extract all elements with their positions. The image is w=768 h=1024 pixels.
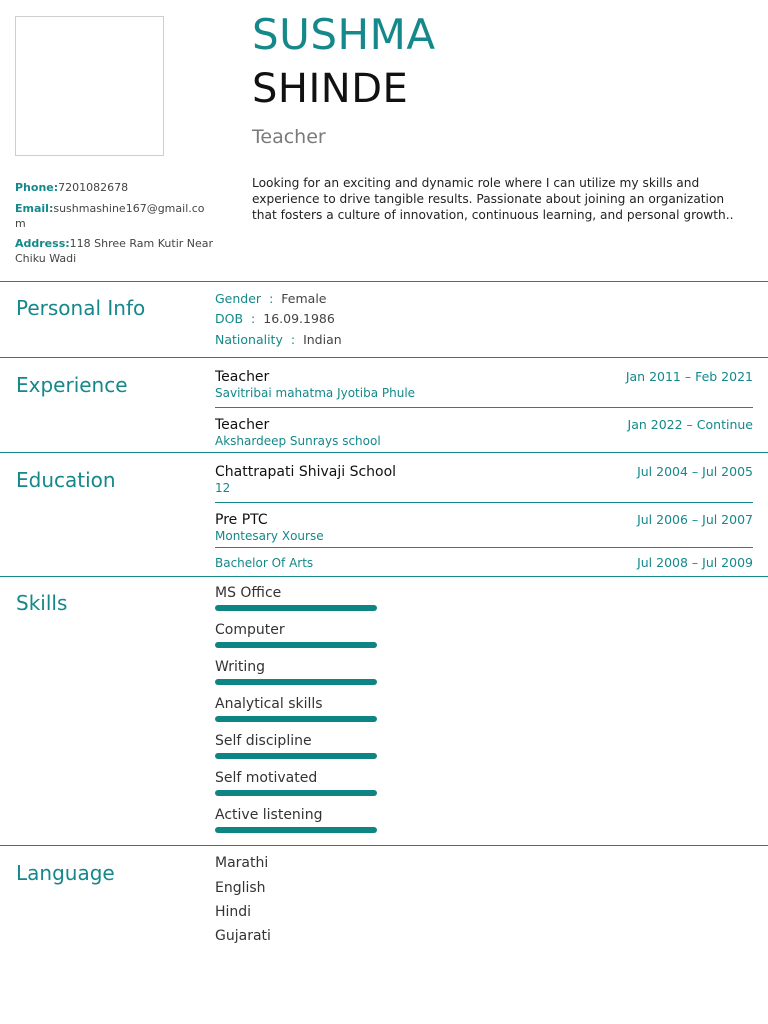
section-title-skills: Skills [16, 591, 68, 615]
personal-info-row [215, 332, 342, 347]
section-title-education: Education [16, 468, 116, 492]
contact-email [15, 201, 210, 231]
divider [0, 357, 768, 358]
skill-item [215, 622, 377, 648]
info-key: DOB [215, 311, 244, 326]
info-separator: : [251, 311, 256, 326]
skill-bar [215, 716, 377, 722]
skill-name: Writing [215, 659, 265, 675]
education-item [215, 464, 753, 495]
divider [0, 845, 768, 846]
info-separator: : [269, 291, 274, 306]
education-item [215, 555, 753, 570]
education-item [215, 512, 753, 543]
personal-info-row [215, 291, 327, 306]
section-title-personal-info: Personal Info [16, 296, 146, 320]
skill-item [215, 696, 377, 722]
first-name: SUSHMA [252, 10, 436, 59]
experience-title: Teacher [215, 369, 270, 385]
address-value: 118 Shree Ram Kutir Near Chiku Wadi [15, 237, 214, 265]
education-title: Pre PTC [215, 512, 268, 528]
skill-item [215, 733, 377, 759]
experience-org: Savitribai mahatma Jyotiba Phule [215, 386, 416, 400]
experience-dates: Jan 2022 – Continue [627, 417, 753, 432]
info-value: Female [281, 291, 327, 306]
education-detail: Bachelor Of Arts [215, 556, 314, 570]
job-role: Teacher [252, 126, 326, 148]
contact-address [15, 236, 215, 266]
contact-phone [15, 180, 215, 195]
experience-item [215, 369, 753, 400]
address-label: Address: [15, 237, 70, 250]
divider [0, 576, 768, 577]
info-value: 16.09.1986 [263, 311, 335, 326]
skill-name: Active listening [215, 807, 323, 823]
experience-dates: Jan 2011 – Feb 2021 [625, 369, 753, 384]
experience-title: Teacher [215, 417, 270, 433]
info-separator: : [290, 332, 296, 347]
skill-bar [215, 827, 377, 833]
profile-photo [15, 16, 164, 156]
phone-value: 7201082678 [58, 181, 129, 194]
education-detail: Montesary Xourse [215, 529, 324, 543]
skill-name: Analytical skills [215, 696, 323, 712]
skill-bar [215, 753, 377, 759]
skill-name: Self discipline [215, 733, 312, 749]
skill-item [215, 585, 377, 611]
experience-org: Akshardeep Sunrays school [215, 434, 381, 448]
language-item: Hindi [215, 904, 252, 920]
language-item: Gujarati [215, 928, 271, 944]
email-value: sushmashine167@gmail.com [15, 202, 205, 230]
personal-info-row [215, 311, 335, 326]
skill-bar [215, 642, 377, 648]
info-key: Gender [215, 291, 262, 306]
section-title-language: Language [16, 861, 115, 885]
language-item: Marathi [215, 855, 269, 871]
skill-item [215, 770, 377, 796]
skill-item [215, 807, 377, 833]
education-dates: Jul 2006 – Jul 2007 [637, 512, 753, 527]
divider [215, 407, 753, 408]
section-title-experience: Experience [16, 373, 128, 397]
email-label: Email: [15, 202, 54, 215]
skill-name: Computer [215, 622, 285, 638]
divider [0, 452, 768, 453]
skill-bar [215, 605, 377, 611]
skill-item [215, 659, 377, 685]
experience-item [215, 417, 753, 448]
info-key: Nationality [215, 332, 283, 347]
info-value: Indian [303, 332, 342, 347]
skill-bar [215, 679, 377, 685]
divider [215, 547, 753, 548]
last-name: SHINDE [252, 66, 409, 112]
divider [215, 502, 753, 503]
summary-text: Looking for an exciting and dynamic role where I can utilize my skills and experience to drive tangible results. Passionate about joining an organization that fosters a culture of innovation, continuous learning, and personal growth.. [252, 176, 734, 222]
divider [0, 281, 768, 282]
language-item: English [215, 880, 266, 896]
education-dates: Jul 2004 – Jul 2005 [637, 464, 753, 479]
skill-name: MS Office [215, 585, 282, 601]
skill-name: Self motivated [215, 770, 318, 786]
skill-bar [215, 790, 377, 796]
education-dates: Jul 2008 – Jul 2009 [637, 555, 753, 570]
education-detail: 12 [215, 481, 231, 495]
education-title: Chattrapati Shivaji School [215, 464, 397, 480]
phone-label: Phone: [15, 181, 59, 194]
